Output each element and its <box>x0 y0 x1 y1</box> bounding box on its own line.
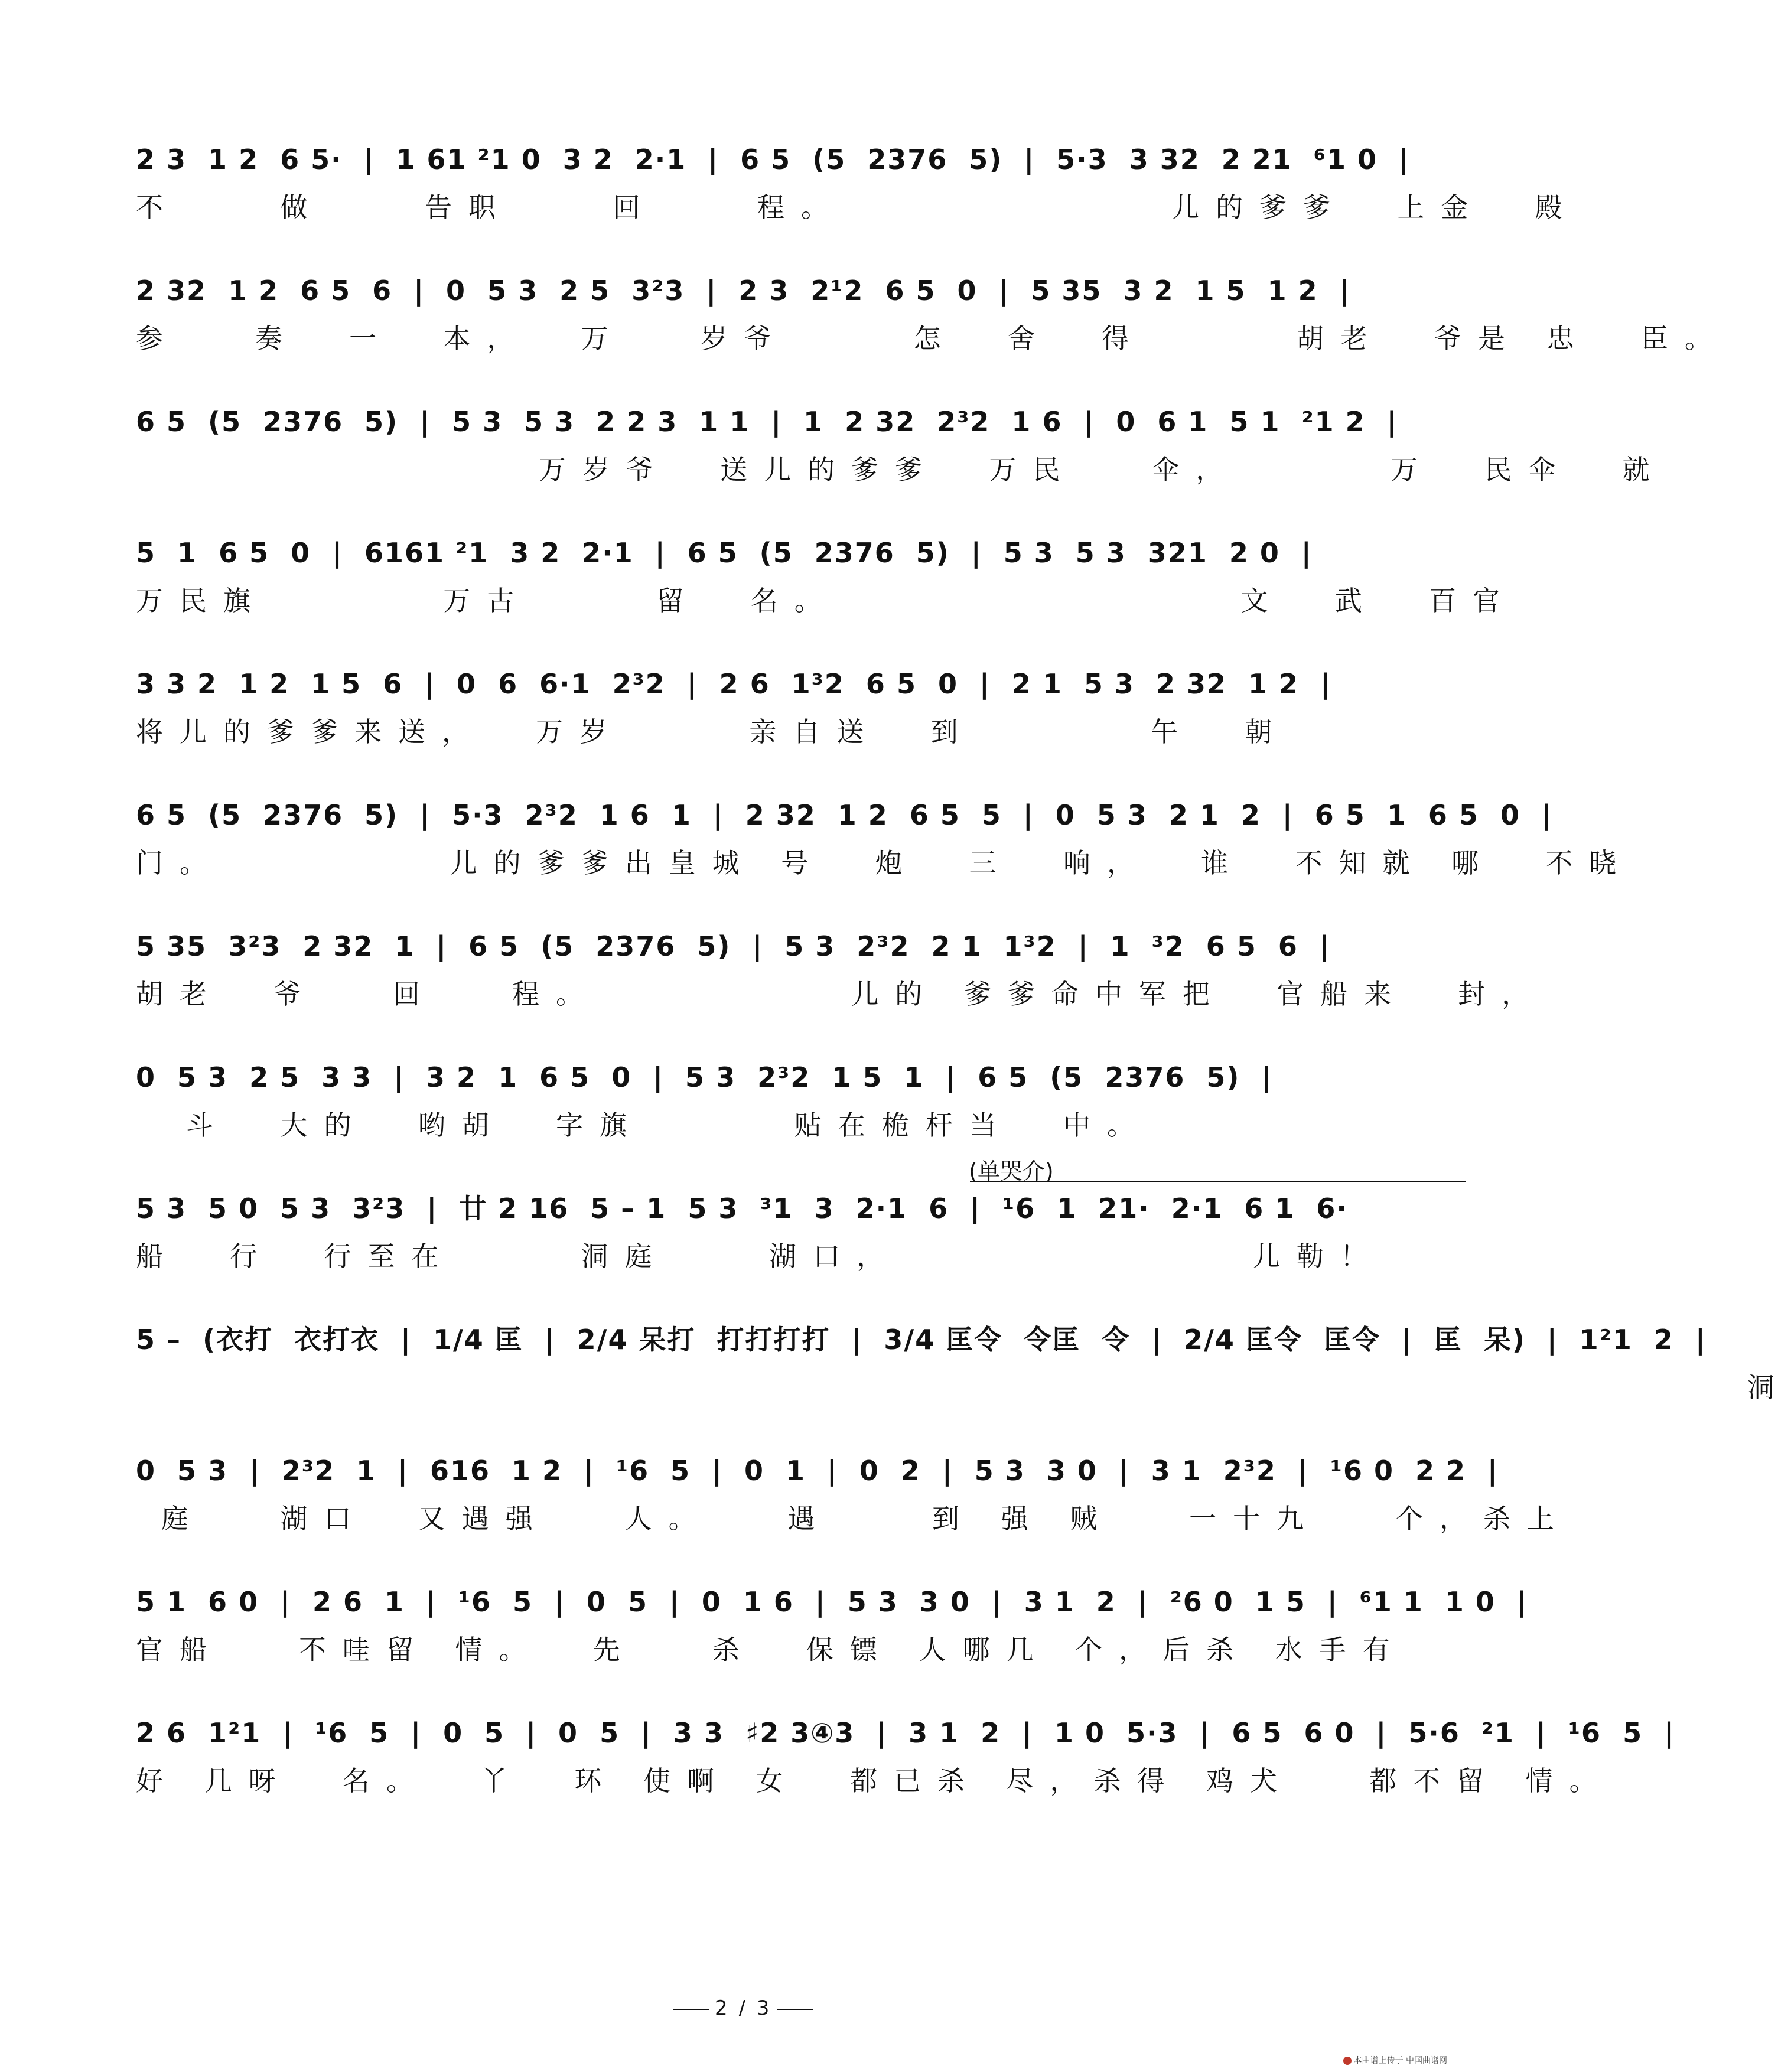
music-line: 0 5 3 2 5 3 3 | 3 2 1 6 5 0 | 5 3 2³2 1 5 1 | 6 5 (5 2376 5) | <box>136 1061 1273 1093</box>
staff-system-4 <box>136 523 1517 654</box>
music-line: 2 3 1 2 6 5· | 1 61 ²1 0 3 2 2·1 | 6 5 (5 2376 5) | 5·3 3 32 2 21 ⁶1 0 | <box>136 144 1410 175</box>
staff-system-11 <box>136 1441 1571 1572</box>
staff-system-8 <box>136 1048 1335 1179</box>
staff-system-2 <box>136 261 1728 392</box>
music-line: 3 3 2 1 2 1 5 6 | 0 6 6·1 2³2 | 2 6 1³2 6 5 0 | 2 1 5 3 2 32 1 2 | <box>136 668 1331 700</box>
lyric-line: 参 奏 一 本， 万 岁爷 怎 舍 得 胡老 爷是 忠 臣。 <box>136 322 1728 354</box>
lyric-line: 庭 湖口 又遇强 人。 遇 到 强 贼 一十九 个，杀上 <box>136 1503 1571 1535</box>
watermark-text: 本曲谱上传于 中国曲谱网 <box>1353 2056 1447 2066</box>
lyric-line: 官船 不哇留 情。 先 杀 保镖 人哪几 个，后杀 水手有 <box>136 1634 1406 1666</box>
staff-system-13 <box>136 1703 1675 1835</box>
site-watermark <box>1343 2054 1447 2066</box>
lyric-line: 门。 儿的爹爹出皇城 号 炮 三 响， 谁 不知就 哪 不晓 <box>136 847 1633 879</box>
music-line: 5 1 6 0 | 2 6 1 | ¹6 5 | 0 5 | 0 1 6 | 5 3 3 0 | 3 1 2 | ²6 0 1 5 | ⁶1 1 1 0 | <box>136 1586 1528 1618</box>
staff-system-10 <box>136 1310 1791 1441</box>
music-line: 5 3 5 0 5 3 3²3 | 廿 2 16 5 – 1 5 3 ³1 3 2·1 6 | ¹6 1 21· 2·1 6 1 6· <box>136 1193 1348 1224</box>
staff-system-7 <box>136 917 1546 1048</box>
lyric-line: 胡老 爷 回 程。 儿的 爹爹命中军把 官船来 封， <box>136 978 1546 1010</box>
lyric-line: 将儿的爹爹来送， 万岁 亲自送 到 午 朝 <box>136 716 1289 748</box>
lyric-line: 船 行 行至在 洞庭 湖口， 儿勒！ <box>136 1240 1384 1272</box>
music-line: 0 5 3 | 2³2 1 | 616 1 2 | ¹6 5 | 0 1 | 0 2 | 5 3 3 0 | 3 1 2³2 | ¹6 0 2 2 | <box>136 1455 1499 1487</box>
staff-system-12 <box>136 1572 1528 1703</box>
music-line: 6 5 (5 2376 5) | 5 3 5 3 2 2 3 1 1 | 1 2 32 2³2 1 6 | 0 6 1 5 1 ²1 2 | <box>136 406 1398 438</box>
lyric-line: 万民旗 万古 留 名。 文 武 百官 <box>136 585 1517 617</box>
performance-annotation: (单哭介) <box>969 1158 1054 1184</box>
staff-system-3 <box>136 392 1666 523</box>
staff-system-9 <box>136 1158 1384 1310</box>
page-number-text: 2 / 3 <box>715 1996 772 2020</box>
page-number-rule-right <box>777 2009 813 2010</box>
music-line: 5 35 3²3 2 32 1 | 6 5 (5 2376 5) | 5 3 2³2 2 1 1³2 | 1 ³2 6 5 6 | <box>136 930 1331 962</box>
music-line: 5 – (衣打 衣打衣 | 1/4 匡 | 2/4 呆打 打打打打 | 3/4 匡令 令匡 令 | 2/4 匡令 匡令 | 匡 呆) | 1²1 2 | <box>136 1324 1707 1356</box>
page-number <box>667 1996 819 2020</box>
staff-system-6 <box>136 786 1633 917</box>
staff-system-5 <box>136 654 1335 786</box>
lyric-line: 万岁爷 送儿的爹爹 万民 伞， 万 民伞 就 <box>136 454 1666 486</box>
lyric-line: 不 做 告职 回 程。 儿的爹爹 上金 殿 <box>136 191 1579 223</box>
lyric-line: 斗 大的 哟胡 字旗 贴在桅杆当 中。 <box>136 1109 1151 1141</box>
score <box>136 130 1791 1835</box>
page-number-rule-left <box>673 2009 709 2010</box>
lyric-line: 洞 <box>136 1371 1791 1403</box>
music-line: 6 5 (5 2376 5) | 5·3 2³2 1 6 1 | 2 32 1 2 6 5 5 | 0 5 3 2 1 2 | 6 5 1 6 5 0 | <box>136 799 1553 831</box>
music-line: 2 6 1²1 | ¹6 5 | 0 5 | 0 5 | 3 3 ♯2 3④3 | 3 1 2 | 1 0 5·3 | 6 5 6 0 | 5·6 ²1 | ¹6 5 | <box>136 1717 1675 1749</box>
site-logo-icon <box>1343 2057 1352 2065</box>
music-line: 2 32 1 2 6 5 6 | 0 5 3 2 5 3²3 | 2 3 2¹2 6 5 0 | 5 35 3 2 1 5 1 2 | <box>136 275 1351 307</box>
music-line: 5 1 6 5 0 | 6161 ²1 3 2 2·1 | 6 5 (5 2376 5) | 5 3 5 3 321 2 0 | <box>136 537 1313 569</box>
lyric-line: 好 几呀 名。 丫 环 使啊 女 都已杀 尽，杀得 鸡犬 都不留 情。 <box>136 1765 1613 1797</box>
staff-system-1 <box>136 130 1579 261</box>
